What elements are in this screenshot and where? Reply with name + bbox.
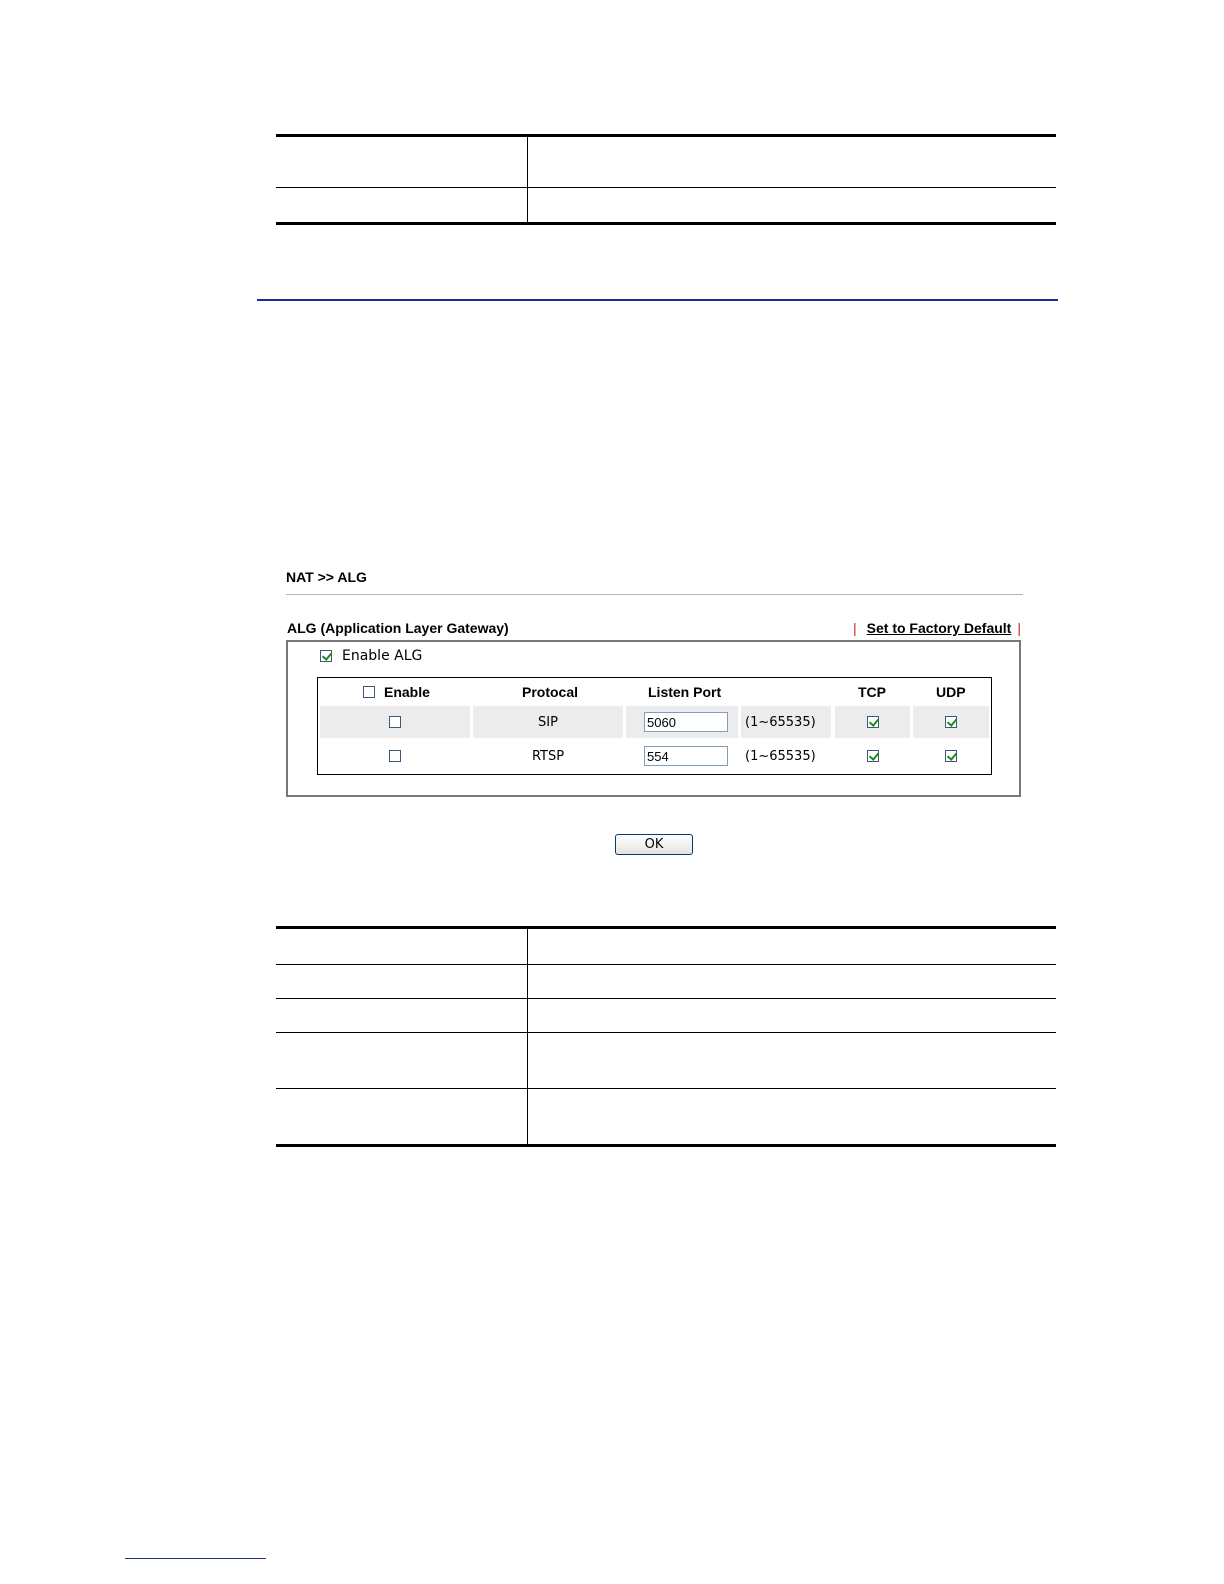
rtsp-port-range: (1~65535) (745, 748, 816, 764)
enable-alg-checkbox[interactable] (320, 650, 332, 662)
title-divider (286, 594, 1023, 595)
rtsp-udp-checkbox[interactable] (945, 750, 957, 762)
sip-listen-port-input[interactable] (644, 712, 728, 732)
column-header-tcp: TCP (858, 684, 886, 700)
enable-alg-option[interactable] (320, 648, 422, 664)
table-row (276, 965, 1056, 999)
select-all-checkbox[interactable] (363, 686, 375, 698)
sip-port-range: (1~65535) (741, 706, 831, 738)
table-row (276, 1033, 1056, 1089)
column-header-udp: UDP (936, 684, 966, 700)
footnote-divider (125, 1558, 266, 1559)
rtsp-enable-checkbox[interactable] (389, 750, 401, 762)
link-separator: | (853, 620, 857, 636)
header-links (843, 620, 1021, 636)
rtsp-tcp-checkbox[interactable] (867, 750, 879, 762)
section-divider (257, 299, 1058, 301)
link-separator: | (1017, 620, 1021, 636)
sip-udp-checkbox[interactable] (945, 716, 957, 728)
page-title: NAT >> ALG (286, 569, 367, 585)
sip-tcp-checkbox[interactable] (867, 716, 879, 728)
column-header-listen-port: Listen Port (648, 684, 722, 700)
rtsp-protocol: RTSP (531, 748, 565, 764)
table-row (276, 137, 1056, 188)
description-table-bottom (276, 926, 1056, 1147)
table-row-rtsp (320, 740, 989, 772)
description-table-top (276, 134, 1056, 225)
alg-section-title: ALG (Application Layer Gateway) (287, 620, 509, 636)
alg-header (287, 620, 1023, 640)
table-row (276, 188, 1056, 225)
table-row (276, 929, 1056, 965)
enable-alg-label: Enable ALG (342, 648, 423, 664)
table-row (276, 1089, 1056, 1147)
column-header-enable (363, 684, 430, 700)
column-header-protocol: Protocal (522, 684, 579, 700)
table-row-sip (320, 706, 989, 738)
table-row (276, 999, 1056, 1033)
ok-button[interactable]: OK (615, 834, 693, 855)
sip-protocol: SIP (473, 706, 623, 738)
column-header-enable-label: Enable (384, 684, 430, 700)
set-factory-default-link[interactable]: Set to Factory Default (866, 620, 1012, 636)
sip-enable-checkbox[interactable] (389, 716, 401, 728)
rtsp-listen-port-input[interactable] (644, 746, 728, 766)
